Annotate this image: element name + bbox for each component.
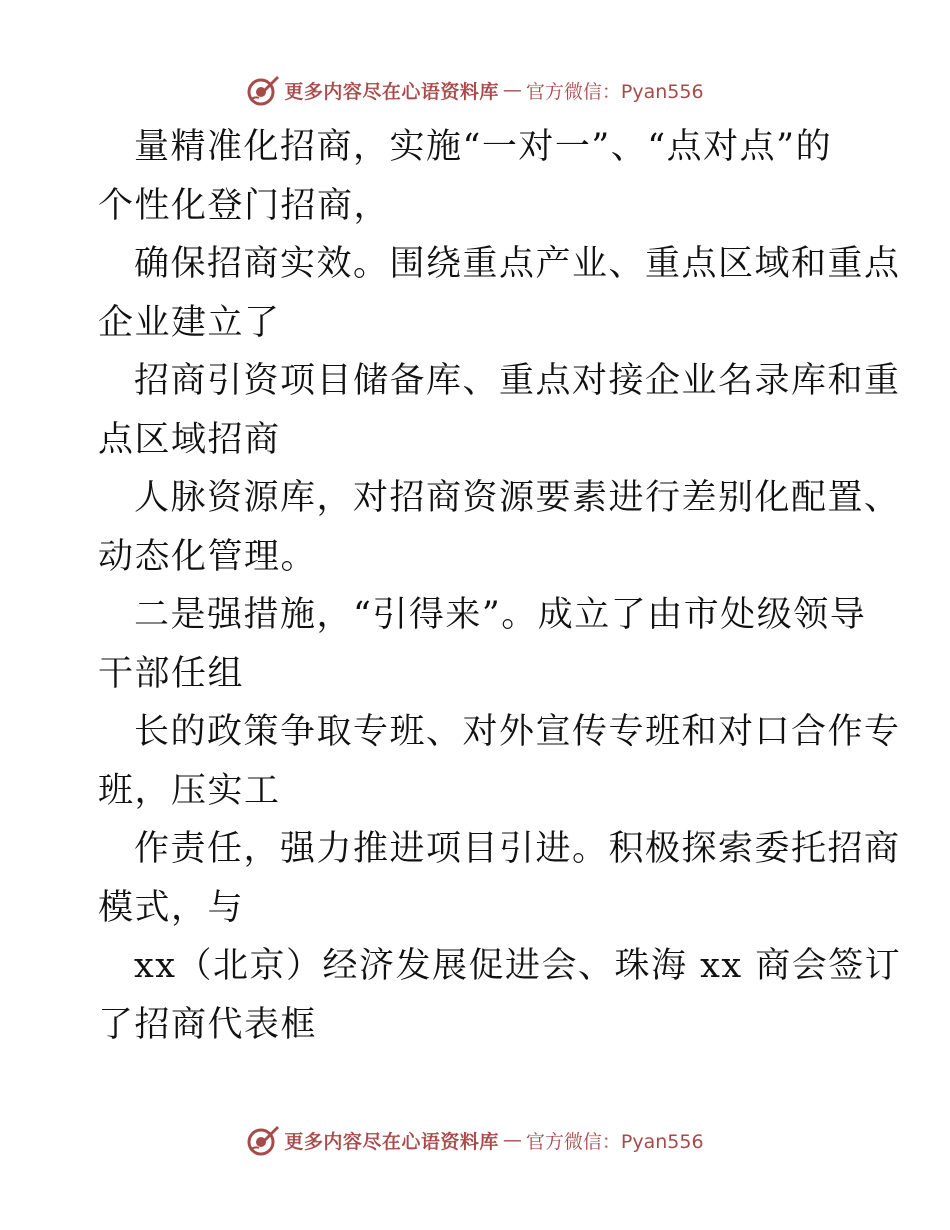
watermark-dash: —: [502, 1129, 522, 1151]
watermark-contact-text: 官方微信：Pyan556: [525, 1130, 704, 1153]
paragraph-line: 作责任，强力推进项目引进。积极探索委托招商: [134, 829, 901, 869]
header-watermark: [0, 70, 950, 110]
document-body: [98, 118, 902, 1054]
paragraph-line: 班，压实工: [98, 770, 281, 811]
paragraph-line: 长的政策争取专班、对外宣传专班和对口合作专: [134, 712, 901, 752]
paragraph-line: 确保招商实效。围绕重点产业、重点区域和重点: [134, 244, 901, 284]
paragraph-line: 招商引资项目储备库、重点对接企业名录库和重: [134, 361, 901, 401]
paragraph-line: 了招商代表框: [98, 1004, 318, 1045]
watermark-brand-text: 更多内容尽在心语资料库: [284, 1130, 499, 1153]
paragraph-line: xx（北京）经济发展促进会、珠海 xx 商会签订: [134, 946, 902, 986]
paragraph-line: 干部任组: [98, 653, 245, 694]
paragraph-line: 二是强措施，“引得来”。成立了由市处级领导: [134, 595, 867, 635]
footer-watermark: [0, 1120, 950, 1160]
paragraph-line: 人脉资源库，对招商资源要素进行差别化配置、: [134, 478, 901, 518]
paragraph-line: 个性化登门招商，: [98, 185, 391, 226]
brush-logo-icon: [246, 1123, 280, 1157]
paragraph-line: 模式，与: [98, 887, 245, 928]
watermark-brand-text: 更多内容尽在心语资料库: [284, 80, 499, 103]
brush-logo-icon: [246, 73, 280, 107]
paragraph-line: 企业建立了: [98, 302, 281, 343]
paragraph-line: 动态化管理。: [98, 536, 318, 577]
watermark-dash: —: [502, 79, 522, 101]
watermark-contact-text: 官方微信：Pyan556: [525, 80, 704, 103]
paragraph-line: 点区域招商: [98, 419, 281, 460]
paragraph-line: 量精准化招商，实施“一对一”、“点对点”的: [134, 127, 833, 167]
